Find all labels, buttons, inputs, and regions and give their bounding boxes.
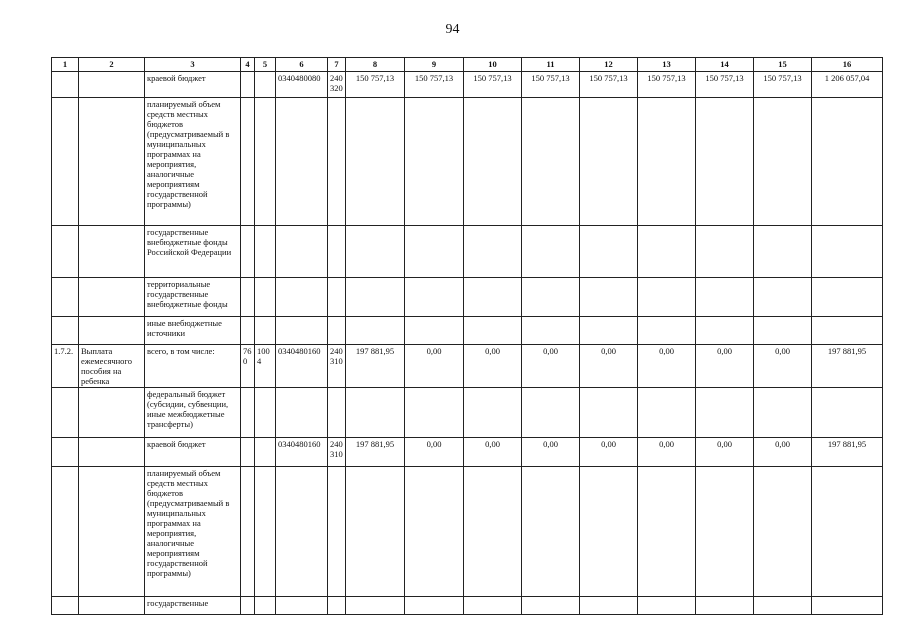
year-amount-cell: 197 881,95 <box>346 438 405 467</box>
year-amount-cell <box>464 388 522 438</box>
column-header: 12 <box>580 58 638 72</box>
measure-name-cell <box>79 438 145 467</box>
measure-name-cell <box>79 467 145 597</box>
total-amount-cell: 1 206 057,04 <box>812 72 883 98</box>
year-amount-cell <box>522 388 580 438</box>
total-amount-cell <box>812 388 883 438</box>
year-amount-cell <box>638 388 696 438</box>
table-row <box>52 226 883 278</box>
year-amount-cell <box>522 317 580 345</box>
year-amount-cell <box>522 597 580 615</box>
total-amount-cell <box>812 226 883 278</box>
year-amount-cell: 0,00 <box>580 438 638 467</box>
target-article-cell <box>276 98 328 226</box>
target-article-cell <box>276 467 328 597</box>
year-amount-cell <box>696 317 754 345</box>
table-body <box>52 72 883 615</box>
table-row <box>52 388 883 438</box>
target-article-cell: 0340480160 <box>276 438 328 467</box>
section-code-cell: 1004 <box>255 345 276 388</box>
table-row <box>52 98 883 226</box>
funding-source-cell: планируемый объем средств местных бюджетов (предусматриваемый в муниципальных программах на мероприятия, аналогичные мероприятиям государственной программы) <box>145 467 241 597</box>
section-code-cell <box>255 467 276 597</box>
target-article-cell <box>276 278 328 317</box>
expense-type-cell <box>328 278 346 317</box>
column-header: 1 <box>52 58 79 72</box>
grbs-code-cell <box>241 72 255 98</box>
target-article-cell: 0340480160 <box>276 345 328 388</box>
year-amount-cell <box>580 467 638 597</box>
year-amount-cell <box>405 317 464 345</box>
year-amount-cell <box>696 597 754 615</box>
year-amount-cell <box>754 278 812 317</box>
year-amount-cell <box>638 467 696 597</box>
year-amount-cell <box>696 467 754 597</box>
column-header: 9 <box>405 58 464 72</box>
total-amount-cell: 197 881,95 <box>812 438 883 467</box>
year-amount-cell <box>754 226 812 278</box>
year-amount-cell: 150 757,13 <box>464 72 522 98</box>
funding-source-cell: федеральный бюджет (субсидии, субвенции, иные межбюджетные трансферты) <box>145 388 241 438</box>
column-header: 16 <box>812 58 883 72</box>
table-row <box>52 467 883 597</box>
table-row <box>52 72 883 98</box>
year-amount-cell <box>346 597 405 615</box>
table-row <box>52 438 883 467</box>
year-amount-cell: 0,00 <box>638 345 696 388</box>
year-amount-cell: 0,00 <box>405 345 464 388</box>
year-amount-cell: 150 757,13 <box>638 72 696 98</box>
page-number: 94 <box>445 22 460 37</box>
year-amount-cell <box>405 597 464 615</box>
row-number-cell: 1.7.2. <box>52 345 79 388</box>
total-amount-cell: 197 881,95 <box>812 345 883 388</box>
column-header: 10 <box>464 58 522 72</box>
expense-type-cell <box>328 98 346 226</box>
funding-source-cell: краевой бюджет <box>145 72 241 98</box>
target-article-cell <box>276 317 328 345</box>
year-amount-cell: 150 757,13 <box>696 72 754 98</box>
year-amount-cell <box>754 317 812 345</box>
year-amount-cell <box>638 278 696 317</box>
year-amount-cell <box>580 278 638 317</box>
year-amount-cell: 150 757,13 <box>754 72 812 98</box>
table-row <box>52 278 883 317</box>
column-header: 15 <box>754 58 812 72</box>
row-number-cell <box>52 438 79 467</box>
year-amount-cell <box>464 226 522 278</box>
year-amount-cell <box>346 98 405 226</box>
target-article-cell <box>276 226 328 278</box>
section-code-cell <box>255 317 276 345</box>
funding-source-cell: государственные <box>145 597 241 615</box>
funding-source-cell: иные внебюджетные источники <box>145 317 241 345</box>
year-amount-cell <box>405 388 464 438</box>
funding-source-cell: территориальные государственные внебюджетные фонды <box>145 278 241 317</box>
expense-type-cell <box>328 597 346 615</box>
grbs-code-cell <box>241 317 255 345</box>
year-amount-cell: 0,00 <box>464 345 522 388</box>
year-amount-cell <box>754 98 812 226</box>
grbs-code-cell <box>241 98 255 226</box>
row-number-cell <box>52 98 79 226</box>
year-amount-cell <box>464 317 522 345</box>
year-amount-cell <box>754 467 812 597</box>
year-amount-cell <box>346 317 405 345</box>
expense-type-cell: 240 310 <box>328 438 346 467</box>
year-amount-cell <box>346 467 405 597</box>
measure-name-cell <box>79 226 145 278</box>
year-amount-cell <box>405 98 464 226</box>
header-row <box>52 58 883 72</box>
funding-source-cell: краевой бюджет <box>145 438 241 467</box>
year-amount-cell <box>638 226 696 278</box>
total-amount-cell <box>812 317 883 345</box>
column-header: 8 <box>346 58 405 72</box>
grbs-code-cell <box>241 388 255 438</box>
funding-source-cell: государственные внебюджетные фонды Российской Федерации <box>145 226 241 278</box>
section-code-cell <box>255 438 276 467</box>
year-amount-cell: 0,00 <box>580 345 638 388</box>
row-number-cell <box>52 278 79 317</box>
year-amount-cell: 0,00 <box>754 438 812 467</box>
measure-name-cell <box>79 597 145 615</box>
column-header: 3 <box>145 58 241 72</box>
year-amount-cell <box>696 226 754 278</box>
measure-name-cell <box>79 98 145 226</box>
row-number-cell <box>52 72 79 98</box>
row-number-cell <box>52 317 79 345</box>
target-article-cell <box>276 597 328 615</box>
year-amount-cell <box>522 278 580 317</box>
year-amount-cell <box>464 597 522 615</box>
year-amount-cell: 0,00 <box>405 438 464 467</box>
year-amount-cell <box>754 597 812 615</box>
grbs-code-cell <box>241 438 255 467</box>
year-amount-cell <box>580 388 638 438</box>
year-amount-cell <box>346 226 405 278</box>
target-article-cell <box>276 388 328 438</box>
section-code-cell <box>255 98 276 226</box>
year-amount-cell: 150 757,13 <box>522 72 580 98</box>
section-code-cell <box>255 388 276 438</box>
year-amount-cell <box>405 467 464 597</box>
column-header: 6 <box>276 58 328 72</box>
year-amount-cell <box>346 388 405 438</box>
column-header: 7 <box>328 58 346 72</box>
grbs-code-cell <box>241 467 255 597</box>
year-amount-cell <box>580 226 638 278</box>
measure-name-cell <box>79 72 145 98</box>
year-amount-cell: 0,00 <box>522 438 580 467</box>
year-amount-cell <box>464 278 522 317</box>
year-amount-cell: 0,00 <box>638 438 696 467</box>
expense-type-cell <box>328 388 346 438</box>
column-header: 4 <box>241 58 255 72</box>
total-amount-cell <box>812 597 883 615</box>
target-article-cell: 0340480080 <box>276 72 328 98</box>
section-code-cell <box>255 226 276 278</box>
total-amount-cell <box>812 98 883 226</box>
year-amount-cell: 0,00 <box>696 438 754 467</box>
year-amount-cell <box>638 317 696 345</box>
year-amount-cell: 197 881,95 <box>346 345 405 388</box>
year-amount-cell <box>696 388 754 438</box>
year-amount-cell <box>580 317 638 345</box>
row-number-cell <box>52 388 79 438</box>
expense-type-cell <box>328 226 346 278</box>
year-amount-cell: 0,00 <box>464 438 522 467</box>
year-amount-cell <box>405 278 464 317</box>
total-amount-cell <box>812 467 883 597</box>
grbs-code-cell <box>241 278 255 317</box>
measure-name-cell <box>79 388 145 438</box>
grbs-code-cell <box>241 597 255 615</box>
measure-name-cell <box>79 317 145 345</box>
funding-source-cell: планируемый объем средств местных бюджетов (предусматриваемый в муниципальных программах на мероприятия, аналогичные мероприятиям государственной программы) <box>145 98 241 226</box>
section-code-cell <box>255 597 276 615</box>
year-amount-cell: 150 757,13 <box>580 72 638 98</box>
year-amount-cell <box>522 467 580 597</box>
year-amount-cell: 0,00 <box>696 345 754 388</box>
column-header: 11 <box>522 58 580 72</box>
column-header: 2 <box>79 58 145 72</box>
row-number-cell <box>52 597 79 615</box>
measure-name-cell: Выплата ежемесячного пособия на ребенка <box>79 345 145 388</box>
expense-type-cell: 240 320 <box>328 72 346 98</box>
measure-name-cell <box>79 278 145 317</box>
total-amount-cell <box>812 278 883 317</box>
year-amount-cell <box>464 98 522 226</box>
year-amount-cell <box>696 98 754 226</box>
budget-table <box>51 57 883 615</box>
section-code-cell <box>255 72 276 98</box>
table-row <box>52 317 883 345</box>
year-amount-cell <box>580 98 638 226</box>
grbs-code-cell <box>241 226 255 278</box>
year-amount-cell <box>522 98 580 226</box>
grbs-code-cell: 760 <box>241 345 255 388</box>
year-amount-cell: 0,00 <box>754 345 812 388</box>
year-amount-cell <box>405 226 464 278</box>
row-number-cell <box>52 467 79 597</box>
year-amount-cell <box>522 226 580 278</box>
table-row <box>52 345 883 388</box>
year-amount-cell <box>638 597 696 615</box>
row-number-cell <box>52 226 79 278</box>
expense-type-cell <box>328 317 346 345</box>
column-header: 14 <box>696 58 754 72</box>
expense-type-cell <box>328 467 346 597</box>
year-amount-cell: 0,00 <box>522 345 580 388</box>
year-amount-cell <box>580 597 638 615</box>
column-header: 13 <box>638 58 696 72</box>
year-amount-cell <box>696 278 754 317</box>
year-amount-cell <box>638 98 696 226</box>
year-amount-cell <box>346 278 405 317</box>
section-code-cell <box>255 278 276 317</box>
year-amount-cell <box>464 467 522 597</box>
year-amount-cell <box>754 388 812 438</box>
column-header: 5 <box>255 58 276 72</box>
year-amount-cell: 150 757,13 <box>405 72 464 98</box>
expense-type-cell: 240 310 <box>328 345 346 388</box>
funding-source-cell: всего, в том числе: <box>145 345 241 388</box>
year-amount-cell: 150 757,13 <box>346 72 405 98</box>
table-row <box>52 597 883 615</box>
